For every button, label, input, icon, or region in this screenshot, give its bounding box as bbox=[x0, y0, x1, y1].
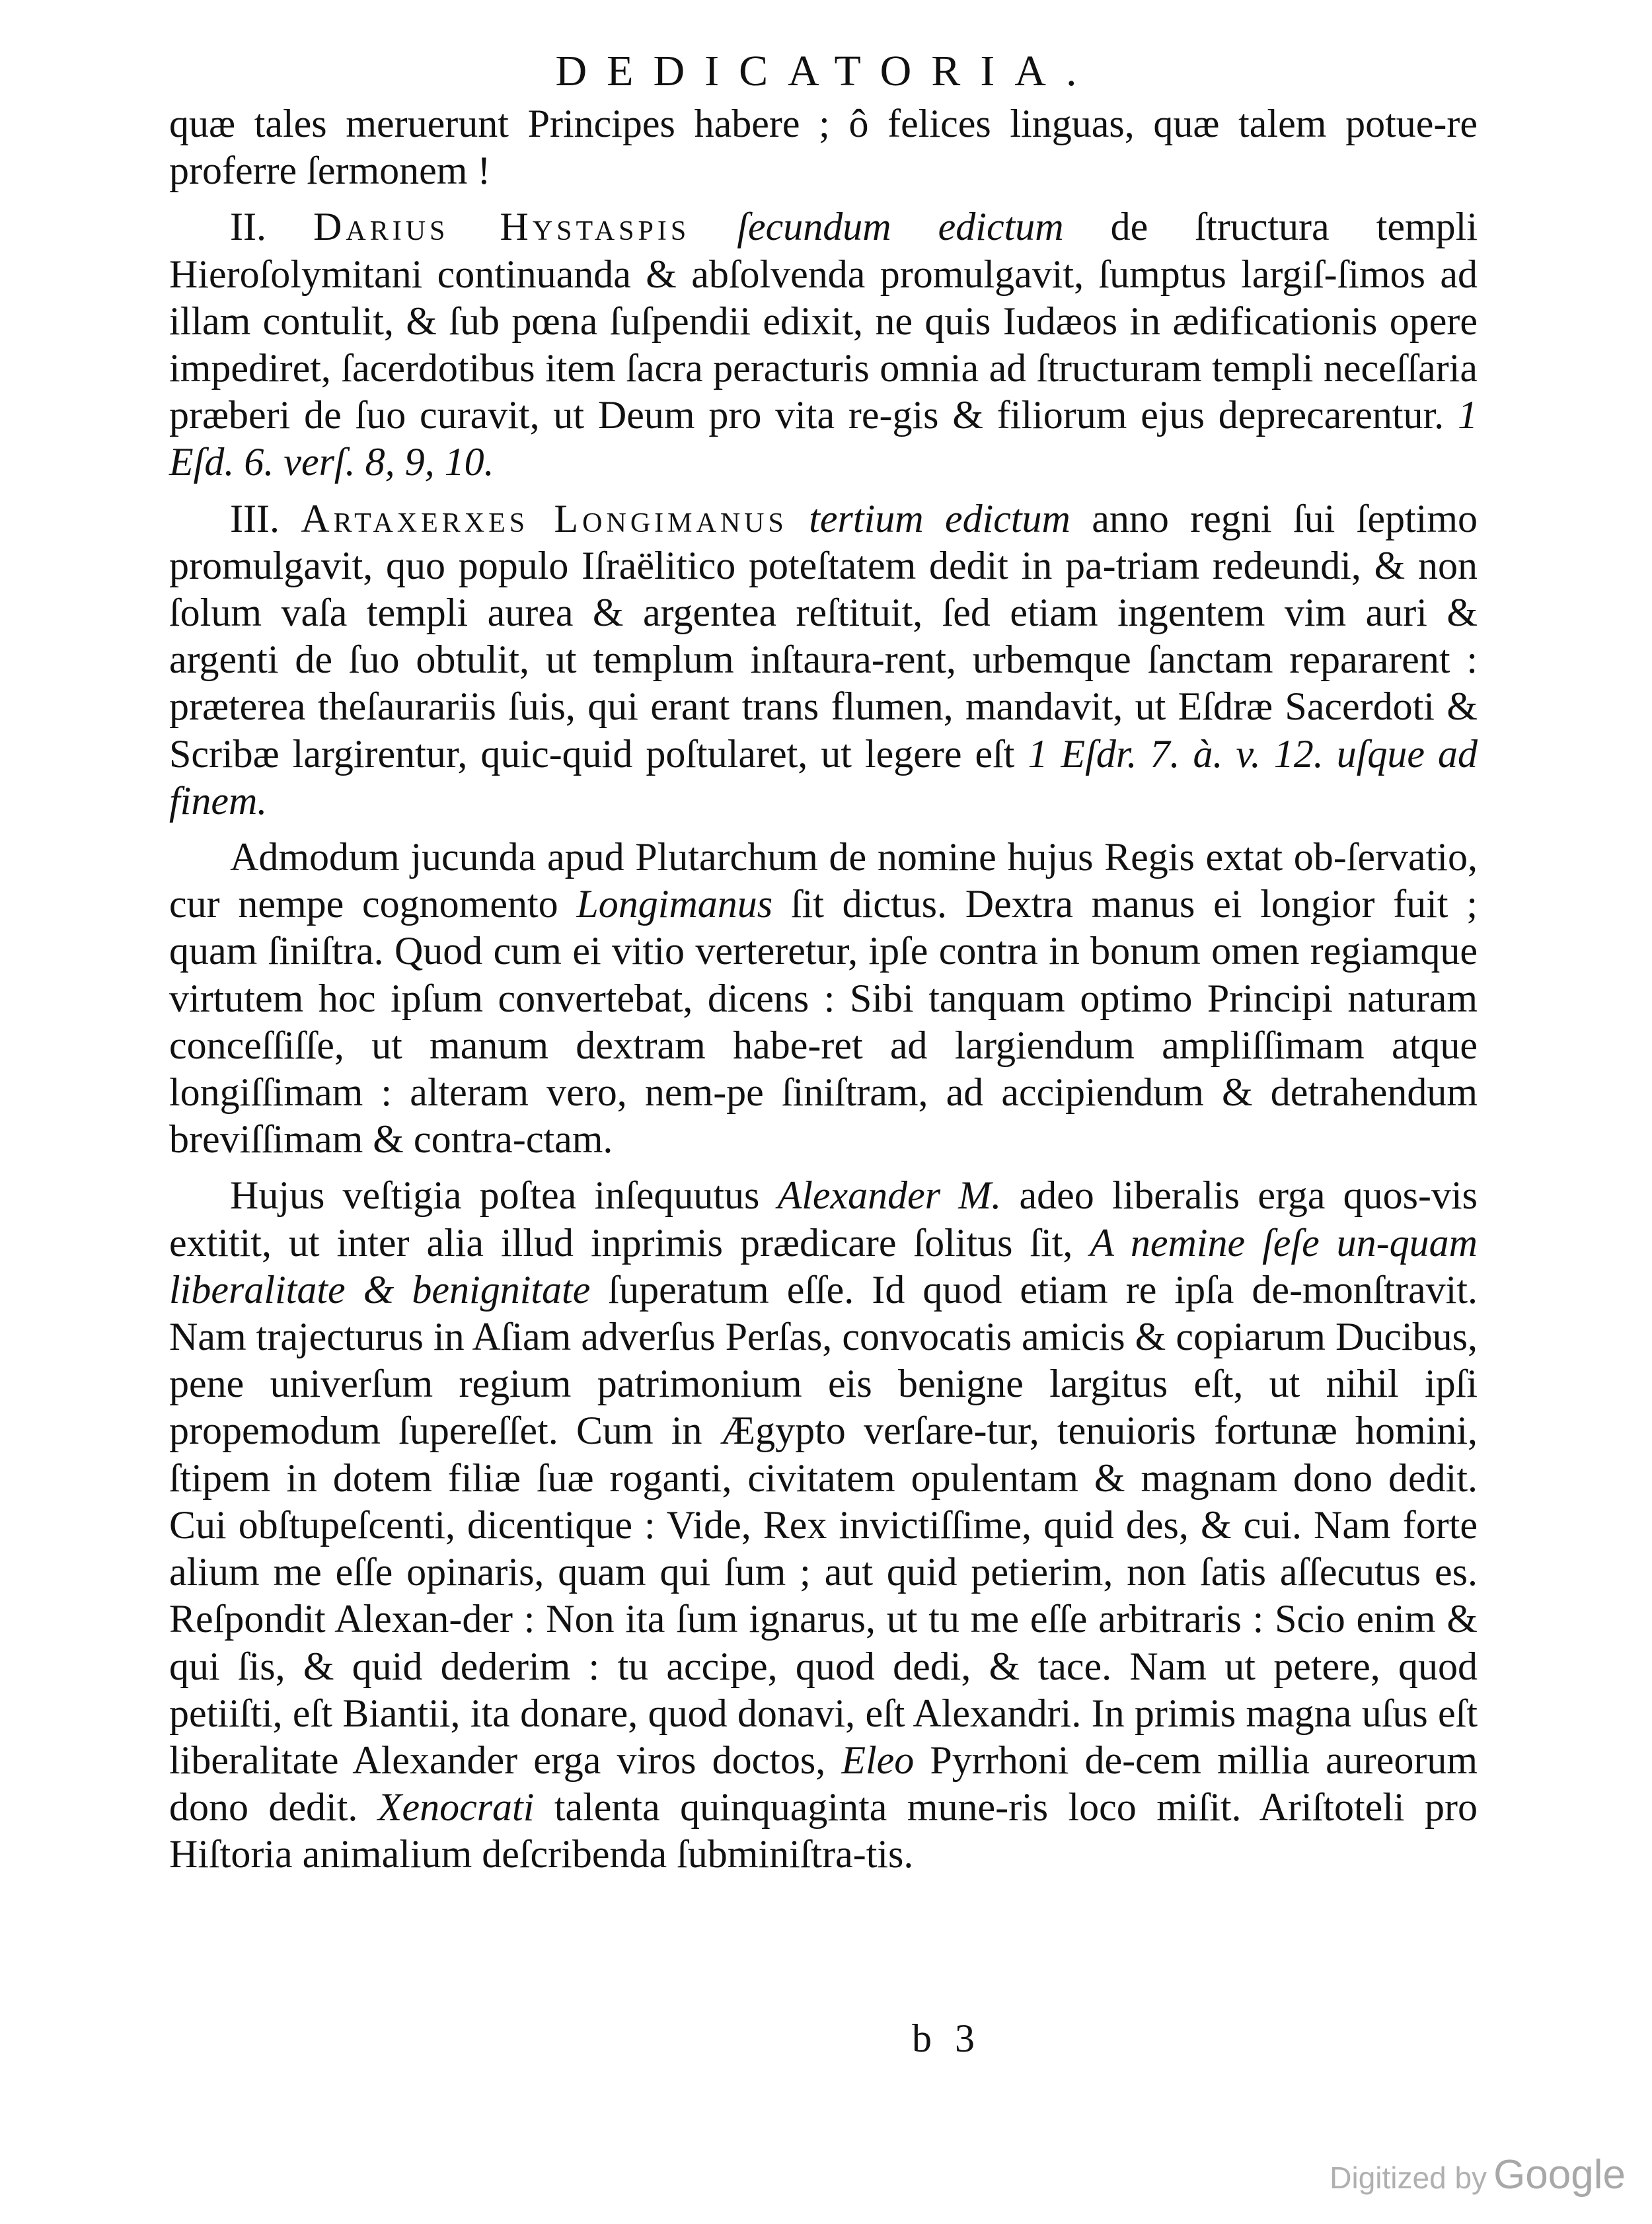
paragraph-5-italic-1: Alexander M. bbox=[777, 1173, 1002, 1218]
paragraph-5-text-1: Hujus veſtigia poſtea inſequutus bbox=[230, 1173, 760, 1218]
paragraph-3-text: anno regni ſui ſeptimo promulgavit, quo populo Iſraëlitico poteſtatem dedit in pa-triam redeundi, & non ſolum vaſa templi aurea & argentea reſtituit, ſed etiam ingentem vim auri & argenti de ſuo obtulit, ut templum inſtaura-rent, urbemque ſanctam repararent : præterea theſaurariis ſuis, qui erant trans flumen, mandavit, ut Eſdræ Sacerdoti & Scribæ largirentur, quic-quid poſtularet, ut legere eſt bbox=[169, 496, 1478, 776]
paragraph-1 bbox=[169, 100, 1478, 194]
running-head: DEDICATORIA. bbox=[555, 47, 1097, 95]
paragraph-4 bbox=[169, 834, 1478, 1163]
paragraph-3-name: Artaxerxes Longimanus bbox=[301, 496, 788, 540]
paragraph-5-italic-3: Eleo bbox=[841, 1738, 915, 1782]
paragraph-4-text-2: ſit dictus. Dextra manus ei longior fuit ; quam ſiniſtra. Quod cum ei vitio verteretur, ipſe contra in bonum omen regiamque virtutem hoc ipſum convertebat, dicens : Sibi tanquam optimo Principi naturam conceſſiſſe, ut manum dextram habe-ret ad largiendum ampliſſimam atque longiſſimam : alteram vero, nem-pe ſiniſtram, ad accipiendum & detrahendum breviſſimam & contra-ctam. bbox=[169, 882, 1478, 1162]
paragraph-2 bbox=[169, 204, 1478, 486]
paragraph-2-name: Darius Hystaspis bbox=[313, 205, 691, 249]
watermark-prefix: Digitized by bbox=[1330, 2161, 1487, 2195]
digitized-watermark bbox=[1330, 2152, 1626, 2198]
paragraph-1-text: quæ tales meruerunt Principes habere ; ô felices linguas, quæ talem potue-re proferre ſermonem ! bbox=[169, 102, 1478, 193]
paragraph-5-text-3: ſuperatum eſſe. Id quod etiam re ipſa de-monſtravit. Nam trajecturus in Aſiam adverſus Perſas, convocatis amicis & copiarum Ducibus, pene univerſum regium patrimonium eis benigne largitus eſt, ut nihil ipſi propemodum ſupereſſet. Cum in Ægypto verſare-tur, tenuioris fortunæ homini, ſtipem in dotem filiæ ſuæ roganti, civitatem opulentam & magnam dono dedit. Cui obſtupeſcenti, dicentique : Vide, Rex invictiſſime, quid des, & cui. Nam forte alium me eſſe opinaris, quam qui ſum ; aut quid petierim, non ſatis aſſecutus es. Reſpondit Alexan-der : Non ita ſum ignarus, ut tu me eſſe arbitraris : Scio enim & qui ſis, & quid dederim : tu accipe, quod dedi, & tace. Nam ut petere, quod petiiſti, eſt Biantii, ita donare, quod donavi, eſt Alexandri. In primis magna uſus eſt liberalitate Alexander erga viros doctos, bbox=[169, 1267, 1478, 1782]
google-logo: Google bbox=[1493, 2152, 1626, 2198]
paragraph-2-reference: 1 Eſd. 6. verſ. 8, 9, 10. bbox=[169, 393, 1478, 484]
paragraph-3-numeral: III. bbox=[230, 496, 280, 540]
paragraph-5-text-2: adeo liberalis erga quos-vis extitit, ut inter alia illud inprimis prædicare ſolitus ſit, bbox=[169, 1173, 1478, 1265]
paragraph-5-italic-4: Xenocrati bbox=[377, 1785, 535, 1830]
paragraph-5-text-5: talenta quinquaginta mune-ris loco miſit. Ariſtoteli pro Hiſtoria animalium deſcribenda ſubminiſtra-tis. bbox=[169, 1785, 1478, 1876]
paragraph-4-text-1: Admodum jucunda apud Plutarchum de nomine hujus Regis extat ob-ſervatio, cur nempe cognomento bbox=[169, 835, 1478, 926]
paragraph-2-numeral: II. bbox=[230, 205, 266, 249]
paragraph-5 bbox=[169, 1172, 1478, 1878]
paragraph-3-reference: 1 Eſdr. 7. à. v. 12. uſque ad finem. bbox=[169, 731, 1478, 823]
paragraph-2-text: de ſtructura templi Hieroſolymitani continuanda & abſolvenda promulgavit, ſumptus largiſ-ſimos ad illam contulit, & ſub pœna ſuſpendii edixit, ne quis Iudæos in ædificationis opere impediret, ſacerdotibus item ſacra peracturis omnia ad ſtructuram templi neceſſaria præberi de ſuo curavit, ut Deum pro vita re-gis & filiorum ejus deprecarentur. bbox=[169, 205, 1478, 437]
paragraph-3-italic: tertium edictum bbox=[809, 496, 1070, 540]
signature-mark: b 3 bbox=[912, 2017, 981, 2060]
paragraph-5-italic-2: A nemine ſeſe un-quam liberalitate & benignitate bbox=[169, 1220, 1478, 1312]
paragraph-5-text-4: Pyrrhoni de-cem millia aureorum dono dedit. bbox=[169, 1738, 1478, 1830]
paragraph-2-italic: ſecundum edictum bbox=[737, 205, 1064, 249]
paragraph-3 bbox=[169, 496, 1478, 825]
body-text bbox=[169, 100, 1478, 1888]
paragraph-4-italic: Longimanus bbox=[576, 882, 773, 926]
